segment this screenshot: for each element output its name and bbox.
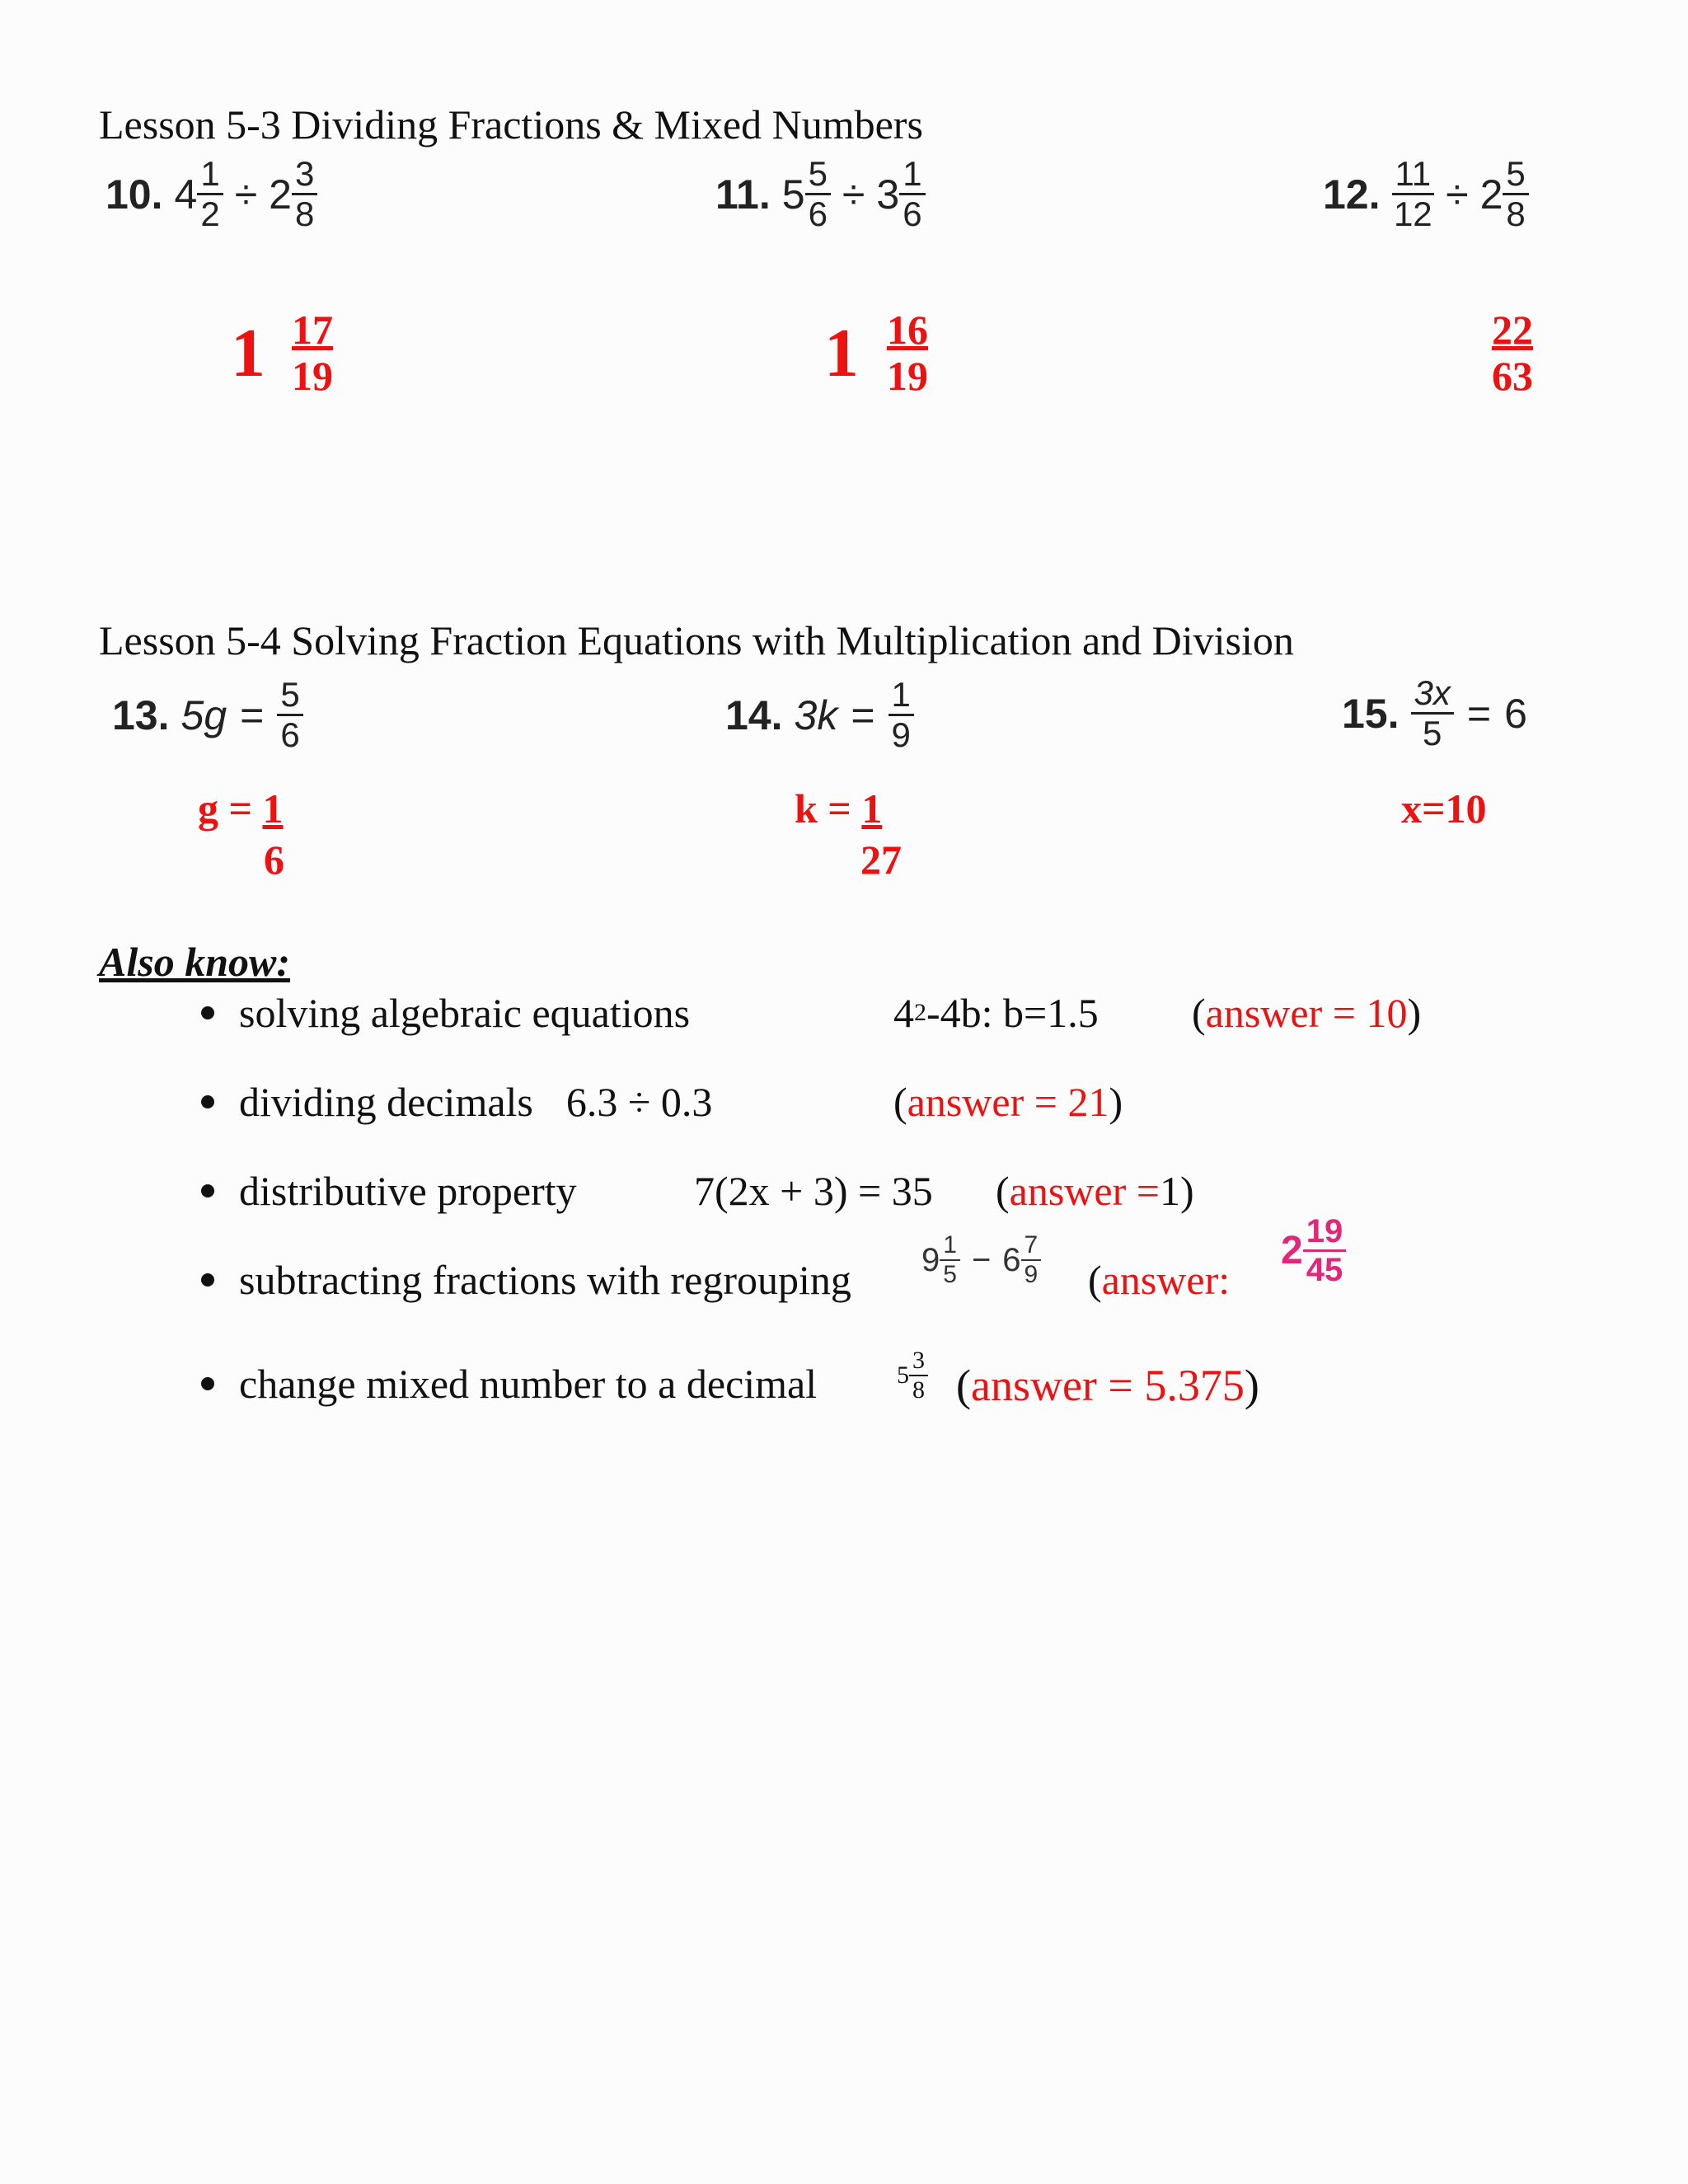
answer-14: k = 1 27 — [795, 785, 902, 883]
divide-sign: ÷ — [1446, 171, 1469, 218]
fraction: $\frac{3}{8}$ — [292, 157, 317, 232]
problem-number: 12. — [1323, 171, 1381, 218]
problem-12 — [1323, 154, 1529, 233]
list-item-mixed-to-decimal: change mixed number to a decimal — [201, 1360, 817, 1408]
mixed-number: 5 $\frac{3}{8}$ — [897, 1348, 928, 1403]
fraction: $\frac{5}{6}$ — [805, 157, 831, 232]
decimals-answer: ( answer = 21 ) — [893, 1079, 1123, 1125]
distributive-expression: 7(2x + 3) = 35 — [694, 1168, 933, 1214]
algebraic-expression: 4 2 -4b: b=1.5 — [893, 990, 1099, 1036]
bullet-icon — [201, 1184, 214, 1197]
also-know-title: Also know: — [99, 939, 291, 985]
equals-sign: = — [1466, 690, 1492, 737]
regrouping-answer: 2 $\frac{19}{45}$ — [1281, 1215, 1346, 1286]
answer-12: $\frac{22}{63}$ — [1492, 307, 1533, 399]
lhs: 3k — [794, 691, 838, 738]
problem-number: 13. — [112, 691, 170, 738]
fraction: $\frac{3x}{5}$ — [1411, 676, 1454, 751]
bullet-icon — [201, 1377, 214, 1390]
problem-14 — [725, 677, 914, 752]
whole: 5 — [781, 171, 805, 218]
divide-sign: ÷ — [842, 171, 865, 218]
rhs: 6 — [1504, 690, 1527, 737]
regrouping-expression: 9 $\frac{1}{5}$ − 6 $\frac{7}{9}$ — [921, 1233, 1041, 1287]
bullet-icon — [201, 1273, 214, 1286]
fraction: $\frac{1}{2}$ — [197, 157, 223, 232]
divide-sign: ÷ — [234, 171, 258, 218]
whole: 4 — [174, 171, 198, 218]
fraction: $\frac{5}{8}$ — [1503, 157, 1528, 232]
answer-10: 1 $\frac{17}{19}$ — [231, 307, 333, 399]
equals-sign: = — [851, 691, 875, 738]
problem-number: 15. — [1342, 690, 1400, 737]
algebraic-answer: ( answer = 10 ) — [1192, 990, 1422, 1036]
lesson-5-3-heading: Lesson 5-3 Dividing Fractions & Mixed Numbers — [99, 101, 923, 148]
problem-10 — [106, 154, 317, 233]
lhs: 5g — [181, 691, 227, 738]
answer-13: g = 1 6 — [198, 785, 284, 883]
decimal-answer: ( answer = 5.375 ) — [956, 1361, 1259, 1410]
whole: 2 — [269, 171, 292, 218]
fraction: $\frac{5}{6}$ — [277, 677, 302, 752]
list-item-algebraic: solving algebraic equations — [201, 989, 690, 1037]
regrouping-answer-label: ( answer: — [1088, 1257, 1231, 1303]
bullet-icon — [201, 1006, 214, 1019]
answer-11: 1 $\frac{16}{19}$ — [824, 307, 928, 399]
whole: 2 — [1479, 171, 1503, 218]
fraction: $\frac{11}{12}$ — [1392, 157, 1435, 232]
fraction: $\frac{1}{6}$ — [899, 157, 925, 232]
problem-13 — [112, 677, 303, 752]
problem-15 — [1342, 673, 1527, 752]
lesson-5-4-heading: Lesson 5-4 Solving Fraction Equations with Multiplication and Division — [99, 617, 1294, 663]
fraction: $\frac{1}{9}$ — [889, 677, 914, 752]
list-item-regrouping: subtracting fractions with regrouping — [201, 1256, 851, 1304]
whole: 3 — [876, 171, 900, 218]
problem-number: 11. — [715, 171, 771, 218]
answer-15: x=10 — [1401, 785, 1487, 832]
problem-number: 14. — [725, 691, 783, 738]
equals-sign: = — [240, 691, 265, 738]
problem-11 — [715, 154, 926, 233]
problem-number: 10. — [106, 171, 163, 218]
distributive-answer: ( answer = 1) — [996, 1168, 1194, 1214]
list-item-distributive: distributive property — [201, 1167, 577, 1215]
bullet-icon — [201, 1095, 214, 1108]
list-item-decimals: dividing decimals 6.3 ÷ 0.3 — [201, 1078, 712, 1126]
